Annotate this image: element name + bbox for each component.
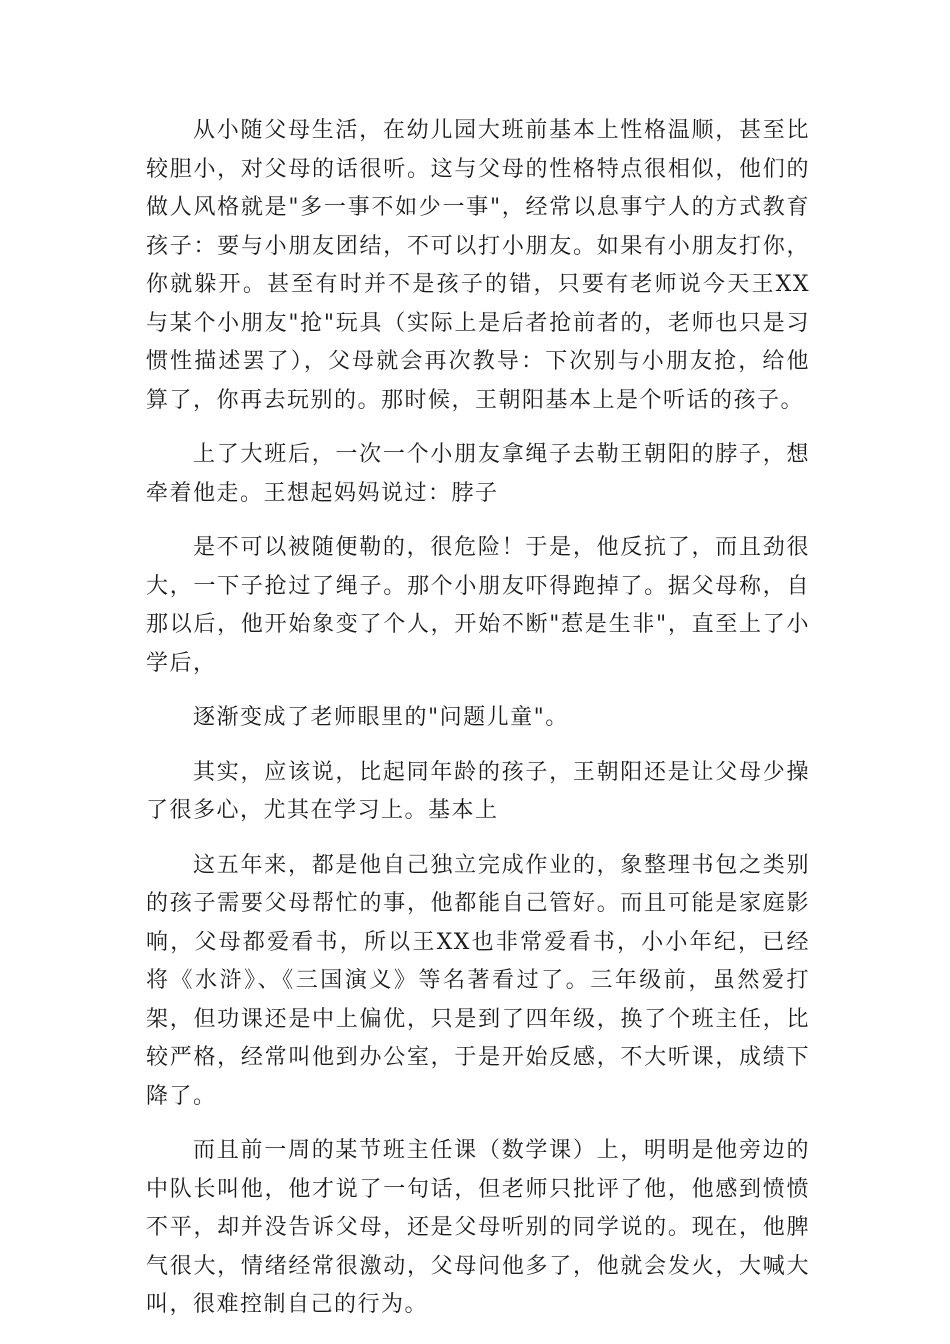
paragraph-6: 这五年来，都是他自己独立完成作业的，象整理书包之类别的孩子需要父母帮忙的事，他都能自己管好。而且可能是家庭影响，父母都爱看书，所以王XX也非常爱看书，小小年纪，已经将《水浒》、《三国演义》等名著看过了。三年级前，虽然爱打架，但功课还是中上偏优，只是到了四年级，换了个班主任，比较严格，经常叫他到办公室，于是开始反感，不大听课，成绩下降了。 (146, 852, 810, 1109)
paragraph-5: 其实，应该说，比起同年龄的孩子，王朝阳还是让父母少操了很多心，尤其在学习上。基本上 (146, 759, 810, 823)
document-body (146, 112, 810, 1341)
paragraph-2: 上了大班后，一次一个小朋友拿绳子去勒王朝阳的脖子，想牵着他走。王想起妈妈说过：脖子 (146, 442, 810, 506)
paragraph-3: 是不可以被随便勒的，很危险！于是，他反抗了，而且劲很大，一下子抢过了绳子。那个小朋友吓得跑掉了。据父母称，自那以后，他开始象变了个人，开始不断"惹是生非"，直至上了小学后， (146, 535, 810, 676)
paragraph-7: 而且前一周的某节班主任课（数学课）上，明明是他旁边的中队长叫他，他才说了一句话，但老师只批评了他，他感到愤愤不平，却并没告诉父母，还是父母听别的同学说的。现在，他脾气很大，情绪经常很激动，父母问他多了，他就会发火，大喊大叫，很难控制自己的行为。 (146, 1138, 810, 1317)
paragraph-4: 逐渐变成了老师眼里的"问题儿童"。 (193, 705, 569, 730)
paragraph-1: 从小随父母生活，在幼儿园大班前基本上性格温顺，甚至比较胆小，对父母的话很听。这与父母的性格特点很相似，他们的做人风格就是"多一事不如少一事"，经常以息事宁人的方式教育孩子：要与小朋友团结，不可以打小朋友。如果有小朋友打你，你就躲开。甚至有时并不是孩子的错，只要有老师说今天王XX与某个小朋友"抢"玩具（实际上是后者抢前者的，老师也只是习惯性描述罢了），父母就会再次教导：下次别与小朋友抢，给他算了，你再去玩别的。那时候，王朝阳基本上是个听话的孩子。 (146, 118, 810, 413)
